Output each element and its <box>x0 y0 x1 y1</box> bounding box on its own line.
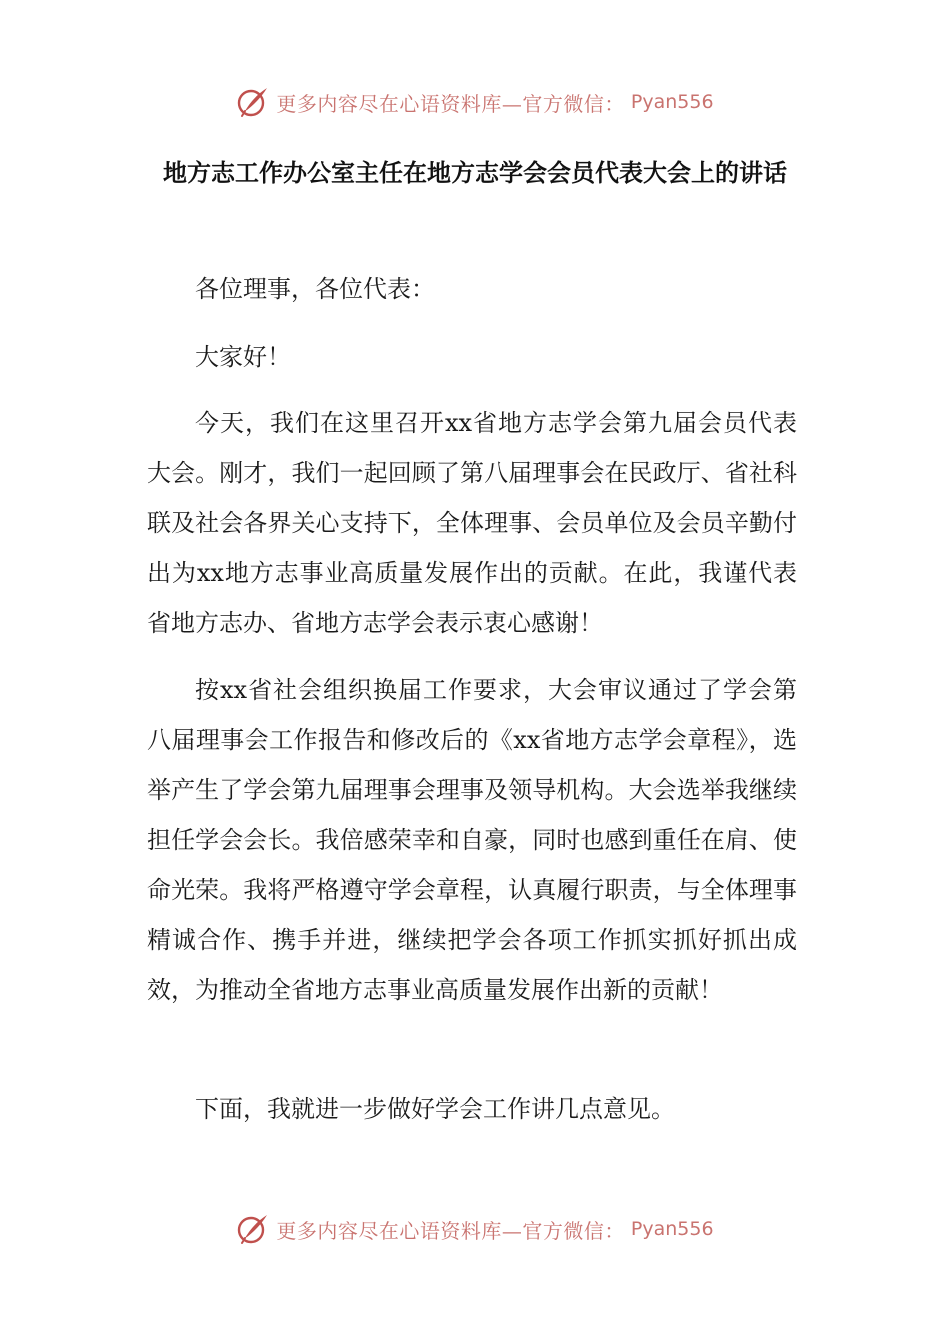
footer-banner <box>0 1209 950 1249</box>
banner-text: 更多内容尽在心语资料库—官方微信： <box>276 91 625 116</box>
paragraph-greeting: 大家好！ <box>195 343 291 371</box>
banner-wechat-id: Pyan556 <box>630 91 714 113</box>
paragraph-transition: 下面，我就进一步做好学会工作讲几点意见。 <box>195 1095 675 1123</box>
quill-pen-logo-icon <box>236 1212 270 1246</box>
paragraph-election: 按xx省社会组织换届工作要求，大会审议通过了学会第八届理事会工作报告和修改后的《xx省地方志学会章程》，选举产生了学会第九届理事会理事及领导机构。大会选举我继续担任学会会长。我倍感荣幸和自豪，同时也感到重任在肩、使命光荣。我将严格遵守学会章程，认真履行职责，与全体理事精诚合作、携手并进，继续把学会各项工作抓实抓好抓出成效，为推动全省地方志事业高质量发展作出新的贡献！ <box>147 676 797 1004</box>
header-banner <box>0 82 950 122</box>
banner-wechat-id: Pyan556 <box>630 1218 714 1240</box>
paragraph-salutation: 各位理事，各位代表： <box>195 275 435 303</box>
banner-text: 更多内容尽在心语资料库—官方微信： <box>276 1218 625 1243</box>
paragraph-opening: 今天，我们在这里召开xx省地方志学会第九届会员代表大会。刚才，我们一起回顾了第八届理事会在民政厅、省社科联及社会各界关心支持下，全体理事、会员单位及会员辛勤付出为xx地方志事业高质量发展作出的贡献。在此，我谨代表省地方志办、省地方志学会表示衷心感谢！ <box>147 409 797 637</box>
quill-pen-logo-icon <box>236 85 270 119</box>
document-title: 地方志工作办公室主任在地方志学会会员代表大会上的讲话 <box>163 159 787 187</box>
